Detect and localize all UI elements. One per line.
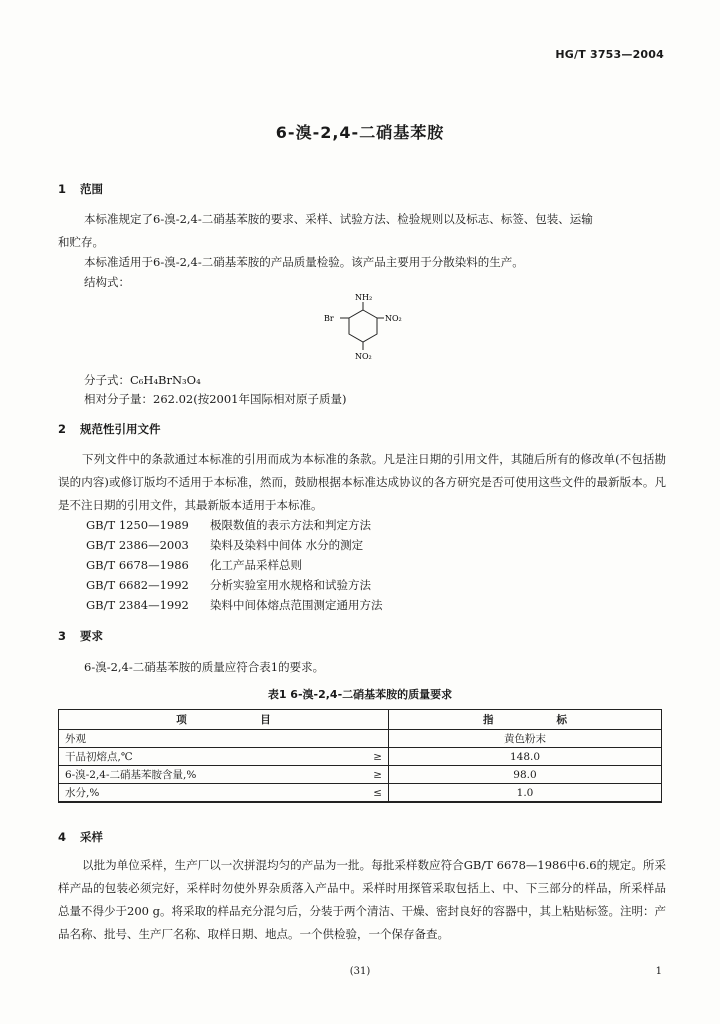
reference-title: 化工产品采样总则 [210, 558, 302, 572]
page-footer-code: (31) [349, 966, 371, 977]
section-number: 3 [58, 629, 67, 643]
row-value: 黄色粉末 [389, 730, 662, 748]
row-symbol: ≥ [356, 766, 389, 784]
page-number: 1 [655, 966, 662, 977]
paragraph: 以批为单位采样，生产厂以一次拼混均匀的产品为一批。每批采样数应符合GB/T 6678—1986中6.6的规定。所采样产品的包装必须完好，采样时勿使外界杂质落入产品中。采样时用探管采取包括上、中、下三部分的样品，所采样品总量不得少于200 g。将采取的样品充分混匀后，分装于两个清洁、干燥、密封良好的容器中，其上粘贴标签。注明：产品名称、批号、生产厂名称、取样日期、地点。一个供检验，一个保存备查。 [58, 858, 666, 941]
row-symbol [356, 730, 389, 748]
amino-group-label: NH₂ [355, 293, 373, 302]
reference-code: GB/T 2386—2003 [86, 538, 189, 552]
table-row [59, 766, 662, 784]
nitro-group-label: NO₂ [355, 352, 372, 361]
row-value: 148.0 [389, 748, 662, 766]
paragraph: 本标准规定了6-溴-2,4-二硝基苯胺的要求、采样、试验方法、检验规则以及标志、标签、包装、运输 [84, 212, 593, 226]
document-title: 6-溴-2,4-二硝基苯胺 [275, 123, 445, 142]
paragraph: 6-溴-2,4-二硝基苯胺的质量应符合表1的要求。 [84, 660, 325, 674]
section-title: 范围 [80, 182, 103, 196]
section-2-heading [58, 421, 161, 437]
reference-title: 染料及染料中间体 水分的测定 [210, 538, 364, 552]
reference-item [86, 577, 371, 593]
section-number: 4 [58, 830, 67, 844]
paragraph: 和贮存。 [58, 235, 104, 249]
row-value: 98.0 [389, 766, 662, 784]
table-row [59, 748, 662, 766]
row-symbol: ≤ [356, 784, 389, 803]
row-item: 干品初熔点,℃ [59, 748, 357, 766]
row-item: 水分,% [59, 784, 357, 803]
section-title: 采样 [80, 830, 103, 844]
row-item: 外观 [59, 730, 357, 748]
table-row [59, 730, 662, 748]
section-title: 要求 [80, 629, 103, 643]
reference-title: 分析实验室用水规格和试验方法 [210, 578, 371, 592]
paragraph: 下列文件中的条款通过本标准的引用而成为本标准的条款。凡是注日期的引用文件，其随后所有的修改单(不包括勘误的内容)或修订版均不适用于本标准，然而，鼓励根据本标准达成协议的各方研究是否可使用这些文件的最新版本。凡是不注日期的引用文件，其最新版本适用于本标准。 [58, 452, 666, 512]
header-item: 项 目 [59, 710, 389, 730]
molecular-mass: 相对分子量：262.02(按2001年国际相对原子质量) [84, 392, 347, 406]
row-item: 6-溴-2,4-二硝基苯胺含量,% [59, 766, 357, 784]
standard-number: HG/T 3753—2004 [555, 48, 664, 61]
reference-item [86, 597, 383, 613]
reference-item [86, 537, 363, 553]
section-3-heading [58, 628, 103, 644]
bromo-label: Br [324, 314, 334, 323]
row-value: 1.0 [389, 784, 662, 803]
reference-code: GB/T 1250—1989 [86, 518, 189, 532]
section-number: 1 [58, 182, 67, 196]
reference-code: GB/T 6678—1986 [86, 558, 189, 572]
molecular-formula: 分子式：C₆H₄BrN₃O₄ [84, 373, 201, 387]
structure-label: 结构式： [84, 275, 130, 289]
reference-title: 染料中间体熔点范围测定通用方法 [210, 598, 383, 612]
reference-item [86, 517, 371, 533]
paragraph: 本标准适用于6-溴-2,4-二硝基苯胺的产品质量检验。该产品主要用于分散染料的生产。 [84, 255, 524, 269]
row-symbol: ≥ [356, 748, 389, 766]
section-number: 2 [58, 422, 67, 436]
reference-code: GB/T 2384—1992 [86, 598, 189, 612]
reference-title: 极限数值的表示方法和判定方法 [210, 518, 371, 532]
structural-formula [318, 292, 408, 364]
nitro-group-label: NO₂ [385, 314, 402, 323]
header-value: 指 标 [389, 710, 662, 730]
table-caption: 表1 6-溴-2,4-二硝基苯胺的质量要求 [267, 688, 453, 701]
reference-code: GB/T 6682—1992 [86, 578, 189, 592]
requirements-table [58, 709, 662, 803]
table-row [59, 784, 662, 803]
section-1-heading [58, 181, 103, 197]
section-title: 规范性引用文件 [80, 422, 161, 436]
benzene-ring-diagram [318, 292, 408, 364]
table-header-row [59, 710, 662, 730]
reference-item [86, 557, 302, 573]
section-4-heading [58, 829, 103, 845]
